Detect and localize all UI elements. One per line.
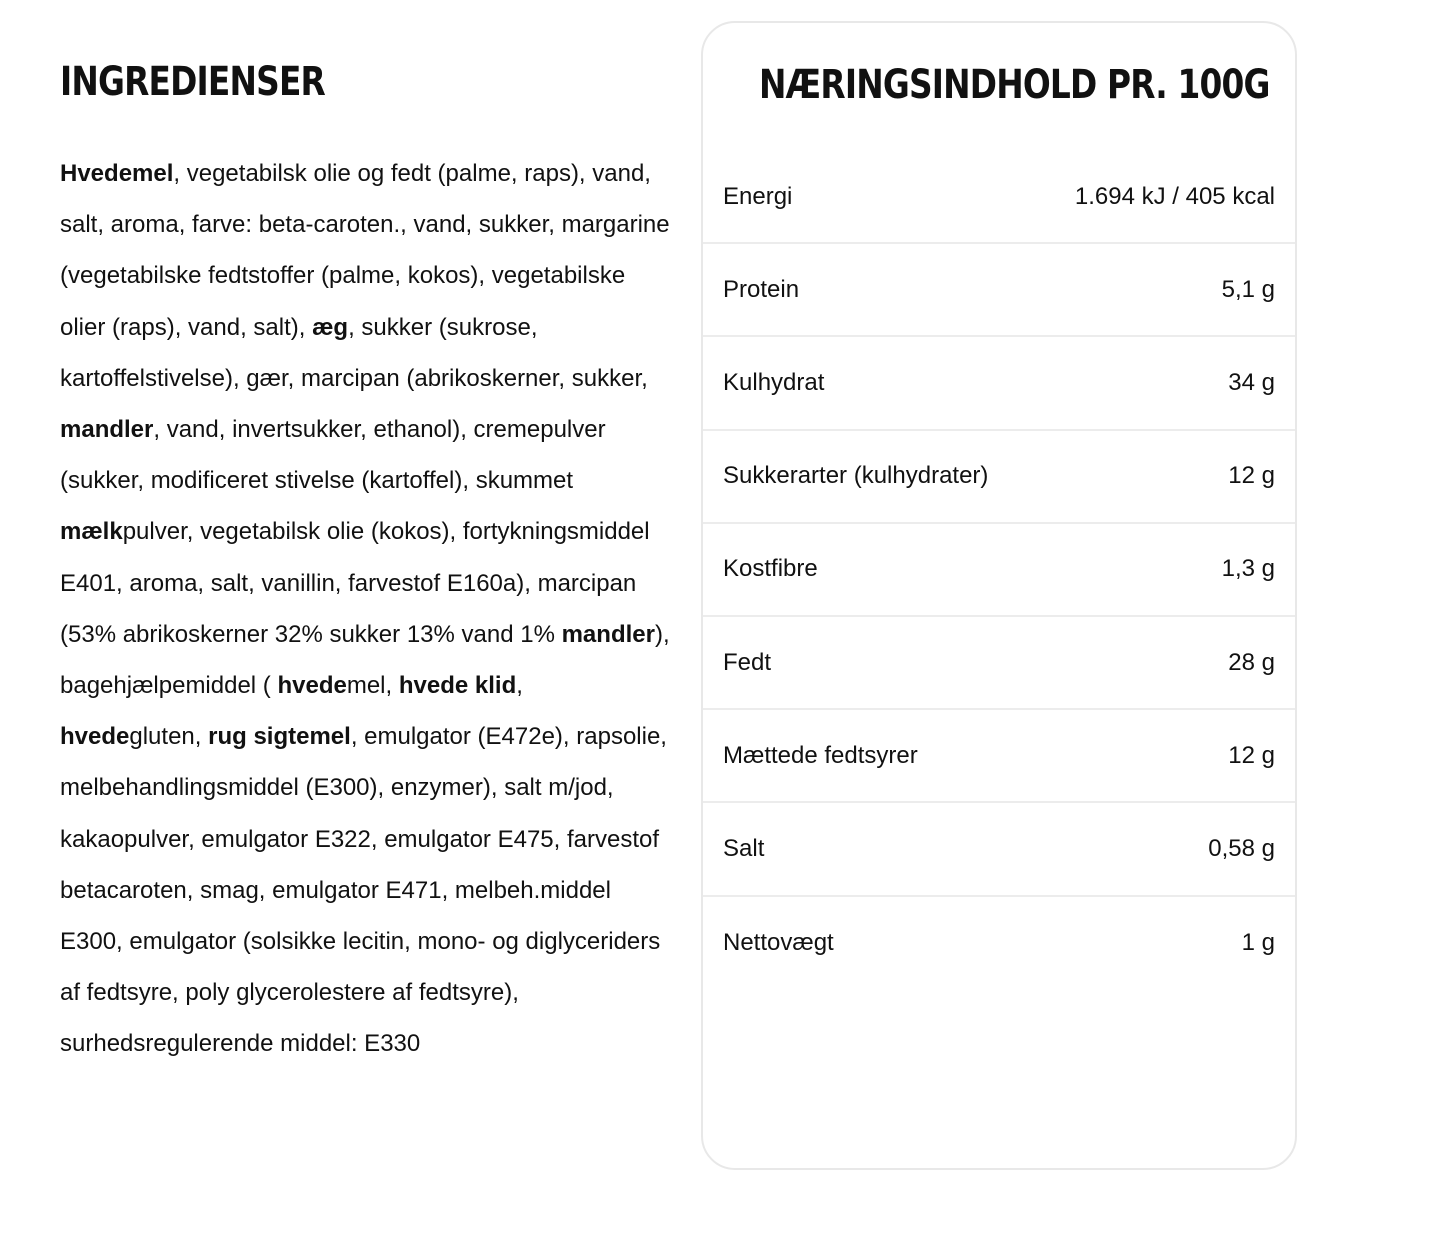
ingredient-text: ), bagehjælpemiddel ( [60, 620, 670, 700]
nutrition-heading-wrap [703, 59, 1295, 111]
nutrition-label: Kulhydrat [723, 368, 825, 396]
ingredients-text [60, 148, 670, 1070]
nutrition-row [703, 897, 1295, 990]
nutrition-row [703, 803, 1295, 896]
allergen-text: mandler [60, 416, 154, 444]
ingredient-text: , [516, 672, 523, 700]
allergen-text: mandler [561, 620, 655, 648]
ingredients-heading: INGREDIENSER [60, 59, 325, 105]
nutrition-label: Protein [723, 275, 800, 303]
nutrition-label: Nettovægt [723, 929, 834, 957]
ingredient-text: pulver, vegetabilsk olie (kokos), fortykningsmiddel E401, aroma, salt, vanillin, farvestof E160a), marcipan (53% abrikoskerner 32% sukker 13% vand 1% [60, 518, 650, 648]
allergen-text: hvede [277, 672, 347, 700]
nutrition-row [703, 151, 1295, 244]
nutrition-label: Kostfibre [723, 555, 818, 583]
nutrition-card [701, 21, 1297, 1170]
ingredient-text: , sukker (sukrose, kartoffelstivelse), gær, marcipan (abrikoskerner, sukker, [60, 313, 648, 392]
ingredients-section [60, 56, 670, 1058]
nutrition-label: Salt [723, 834, 765, 862]
nutrition-table [703, 151, 1295, 990]
allergen-text: rug sigtemel [208, 723, 351, 751]
nutrition-value: 1.694 kJ / 405 kcal [1074, 182, 1275, 210]
allergen-text: Hvedemel [60, 160, 174, 187]
nutrition-value: 5,1 g [1221, 275, 1275, 303]
nutrition-label: Mættede fedtsyrer [723, 741, 918, 769]
nutrition-row [703, 710, 1295, 803]
nutrition-heading: NÆRINGSINDHOLD PR. 100G [759, 62, 1270, 108]
nutrition-value: 1,3 g [1221, 555, 1275, 583]
nutrition-value: 34 g [1228, 368, 1275, 396]
nutrition-value: 1 g [1241, 929, 1275, 957]
nutrition-row [703, 617, 1295, 710]
ingredient-text: gluten, [129, 723, 209, 751]
nutrition-value: 28 g [1228, 648, 1275, 676]
nutrition-row [703, 337, 1295, 430]
nutrition-row [703, 431, 1295, 524]
allergen-text: mælk [60, 518, 123, 546]
allergen-text: hvede [60, 723, 130, 751]
nutrition-value: 12 g [1228, 741, 1275, 769]
allergen-text: æg [312, 313, 349, 341]
allergen-text: hvede klid [398, 672, 517, 700]
nutrition-row [703, 524, 1295, 617]
nutrition-value: 12 g [1228, 462, 1275, 490]
nutrition-label: Sukkerarter (kulhydrater) [723, 462, 989, 490]
ingredient-text: , emulgator (E472e), rapsolie, melbehandlingsmiddel (E300), enzymer), salt m/jod, kakaopulver, emulgator E322, emulgator E475, farvestof betacaroten, smag, emulgator E471, melbeh.middel E300, emulgator (solsikke lecitin, mono- og diglyceriders af fedtsyre, poly glycerolestere af fedtsyre), surhedsregulerende middel: E330 [60, 723, 667, 1058]
ingredient-text: mel, [346, 672, 399, 700]
nutrition-label: Energi [723, 182, 793, 210]
nutrition-row [703, 244, 1295, 337]
nutrition-value: 0,58 g [1208, 834, 1275, 862]
ingredient-text: , vand, invertsukker, ethanol), cremepulver (sukker, modificeret stivelse (kartoffel), skummet [60, 416, 606, 495]
nutrition-label: Fedt [723, 648, 772, 676]
ingredient-text: , vegetabilsk olie og fedt (palme, raps), vand, salt, aroma, farve: beta-caroten., vand, sukker, margarine (vegetabilske fedtstoffer (palme, kokos), vegetabilske olier (raps), vand, salt), [60, 160, 670, 341]
